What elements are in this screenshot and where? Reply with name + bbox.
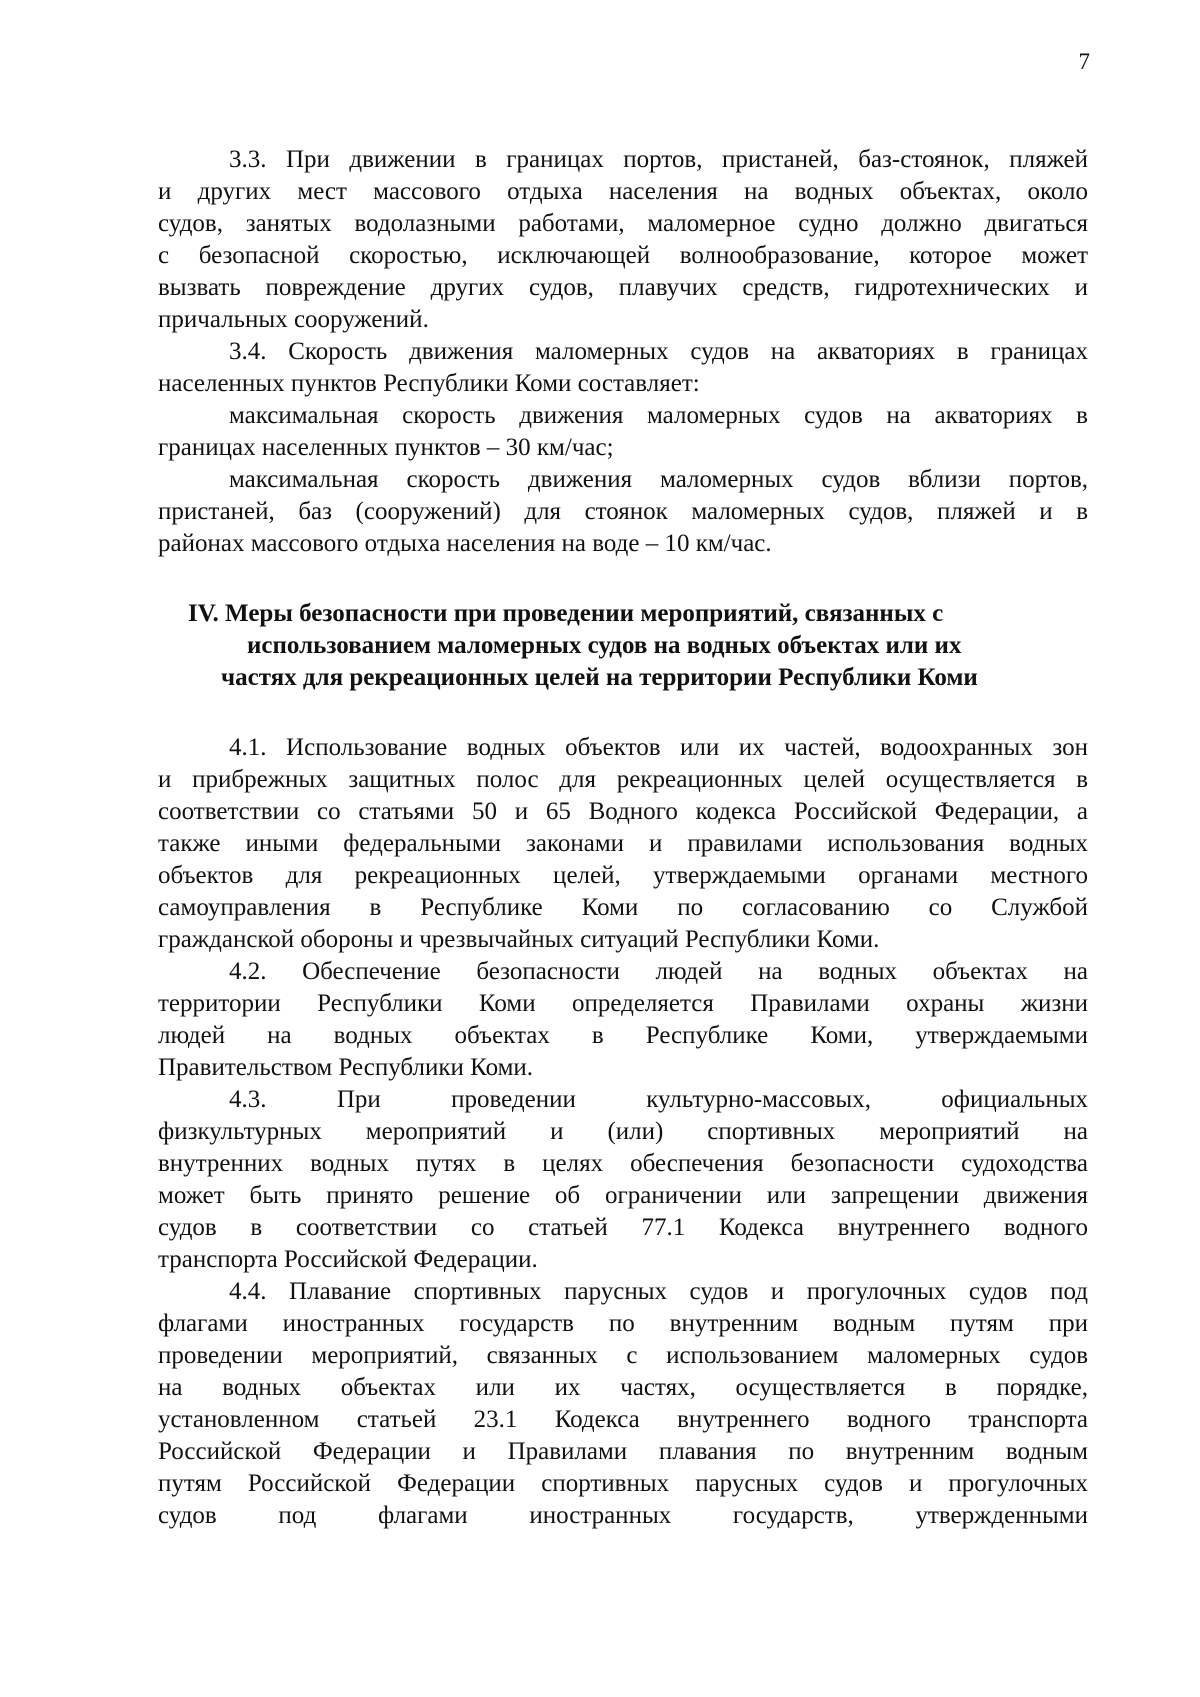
section-4-text: [158, 732, 1088, 1532]
paragraph-4-1-line: самоуправления в Республике Коми по согласованию со Службой: [158, 894, 1088, 921]
paragraph-4-1-line: 4.1. Использование водных объектов или их частей, водоохранных зон: [229, 734, 1088, 761]
paragraph-4-1-line: и прибрежных защитных полос для рекреационных целей осуществляется в: [158, 766, 1088, 793]
paragraph-4-4-line: судов под флагами иностранных государств, утвержденными: [158, 1502, 1088, 1529]
paragraph-4-1-line: гражданской обороны и чрезвычайных ситуаций Республики Коми.: [158, 926, 880, 953]
paragraph-4-4-line: путям Российской Федерации спортивных парусных судов и прогулочных: [158, 1470, 1088, 1497]
paragraph-4-1-line: также иными федеральными законами и правилами использования водных: [158, 830, 1088, 857]
paragraph-3-3-line: с безопасной скоростью, исключающей волнообразование, которое может: [158, 242, 1088, 269]
paragraph-4-1-line: соответствии со статьями 50 и 65 Водного кодекса Российской Федерации, а: [158, 798, 1088, 825]
paragraph-4-3-line: физкультурных мероприятий и (или) спортивных мероприятий на: [158, 1118, 1088, 1145]
paragraph-4-4-line: на водных объектах или их частях, осуществляется в порядке,: [158, 1374, 1088, 1401]
speed-limit-line: пристаней, баз (сооружений) для стоянок маломерных судов, пляжей и в: [158, 498, 1088, 525]
paragraph-4-2-line: Правительством Республики Коми.: [158, 1054, 534, 1081]
section-4-heading-line: использованием маломерных судов на водных объектах или их: [247, 632, 962, 659]
section-4-heading-line: IV. Меры безопасности при проведении мероприятий, связанных с: [188, 600, 944, 627]
section-4-heading: [158, 598, 1088, 694]
paragraph-4-3-line: внутренних водных путях в целях обеспечения безопасности судоходства: [158, 1150, 1088, 1177]
paragraph-4-3-line: судов в соответствии со статьей 77.1 Кодекса внутреннего водного: [158, 1214, 1088, 1241]
paragraph-4-4-line: флагами иностранных государств по внутренним водным путям при: [158, 1310, 1088, 1337]
paragraph-4-3-line: 4.3. При проведении культурно-массовых, официальных: [229, 1086, 1088, 1113]
section-3-text: [158, 144, 1088, 560]
paragraph-4-2-line: 4.2. Обеспечение безопасности людей на водных объектах на: [229, 958, 1088, 985]
paragraph-3-4-line: 3.4. Скорость движения маломерных судов на акваториях в границах: [229, 338, 1088, 365]
paragraph-3-3-line: 3.3. При движении в границах портов, пристаней, баз-стоянок, пляжей: [229, 146, 1088, 173]
section-4-heading-line: частях для рекреационных целей на территории Республики Коми: [221, 664, 978, 691]
paragraph-4-4-line: установленном статьей 23.1 Кодекса внутреннего водного транспорта: [158, 1406, 1088, 1433]
paragraph-3-3-line: и других мест массового отдыха населения на водных объектах, около: [158, 178, 1088, 205]
paragraph-4-2-line: людей на водных объектах в Республике Коми, утверждаемыми: [158, 1022, 1088, 1049]
page-number: 7: [1078, 49, 1090, 74]
paragraph-4-4-line: Российской Федерации и Правилами плавания по внутренним водным: [158, 1438, 1088, 1465]
paragraph-4-3-line: может быть принято решение об ограничении или запрещении движения: [158, 1182, 1088, 1209]
paragraph-3-3-line: судов, занятых водолазными работами, маломерное судно должно двигаться: [158, 210, 1088, 237]
speed-limit-line: максимальная скорость движения маломерных судов вблизи портов,: [229, 466, 1088, 493]
speed-limit-line: районах массового отдыха населения на воде – 10 км/час.: [158, 530, 772, 557]
speed-limit-line: границах населенных пунктов – 30 км/час;: [158, 434, 614, 461]
speed-limit-line: максимальная скорость движения маломерных судов на акваториях в: [229, 402, 1088, 429]
paragraph-4-3-line: транспорта Российской Федерации.: [158, 1246, 538, 1273]
paragraph-4-1-line: объектов для рекреационных целей, утверждаемыми органами местного: [158, 862, 1088, 889]
paragraph-4-4-line: проведении мероприятий, связанных с использованием маломерных судов: [158, 1342, 1088, 1369]
paragraph-4-2-line: территории Республики Коми определяется Правилами охраны жизни: [158, 990, 1088, 1017]
paragraph-3-3-line: причальных сооружений.: [158, 306, 429, 333]
paragraph-4-4-line: 4.4. Плавание спортивных парусных судов и прогулочных судов под: [229, 1278, 1088, 1305]
paragraph-3-3-line: вызвать повреждение других судов, плавучих средств, гидротехнических и: [158, 274, 1088, 301]
paragraph-3-4-line: населенных пунктов Республики Коми составляет:: [158, 370, 700, 397]
